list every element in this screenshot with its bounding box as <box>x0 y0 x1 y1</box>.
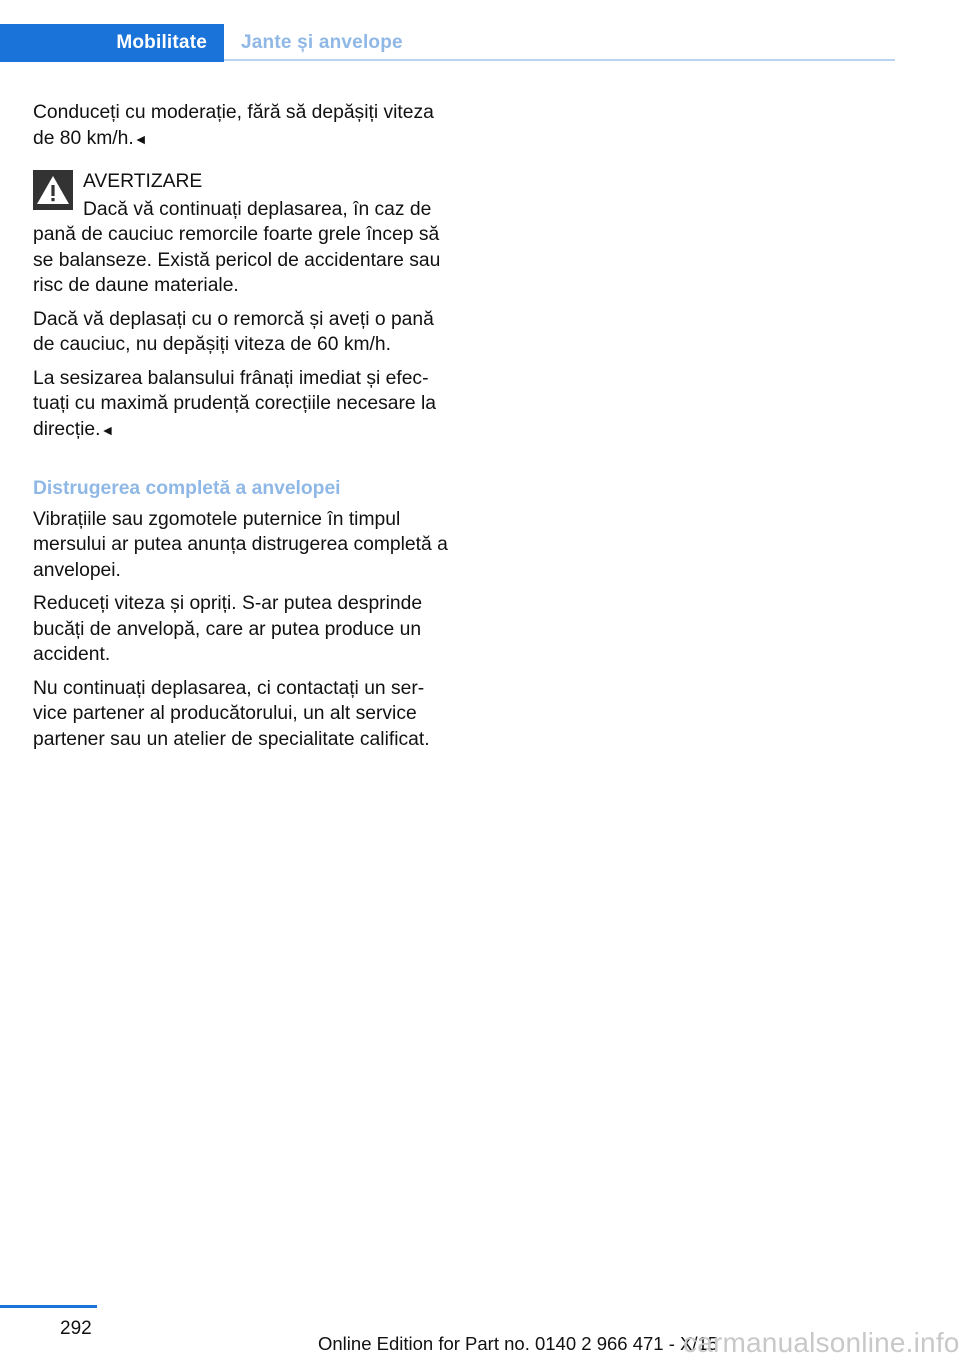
content-column <box>33 100 451 760</box>
section-paragraph: Reduceți viteza și opriți. S-ar putea desprinde bucăți de anvelopă, care ar putea produce un accident. <box>33 593 423 665</box>
end-mark: ◄ <box>133 130 148 147</box>
warning-triangle-icon <box>33 170 73 210</box>
warning-paragraph: Dacă vă deplasați cu o remorcă și aveți o pană de cauciuc, nu depășiți viteza de 60 km/h. <box>33 308 434 355</box>
intro-text: Conduceți cu moderație, fără să depășiți viteza de 80 km/h. <box>33 102 434 149</box>
intro-paragraph <box>33 100 451 152</box>
page-number: 292 <box>60 1318 92 1339</box>
section-paragraph: Vibrațiile sau zgomotele puternice în timpul mersului ar putea anunța distrugerea completă a anvelopei. <box>33 508 448 581</box>
page-header <box>0 24 895 62</box>
edition-line: Online Edition for Part no. 0140 2 966 471 - X/15 <box>318 1333 719 1354</box>
chapter-title: Jante și anvelope <box>241 32 403 53</box>
section-paragraph: Nu continuați deplasarea, ci contactați un service partener al producătorului, un alt service partener sau un atelier de specialitate calificat. <box>33 677 430 750</box>
header-rule <box>224 59 895 61</box>
section-heading: Distrugerea completă a anvelopei <box>33 478 341 499</box>
warning-block <box>33 169 451 443</box>
warning-paragraph <box>33 366 451 444</box>
warning-title: AVERTIZARE <box>83 171 203 192</box>
section-tab <box>0 24 224 62</box>
footer-rule <box>0 1305 97 1308</box>
end-mark: ◄ <box>100 421 115 438</box>
section-tab-label: Mobilitate <box>116 32 207 53</box>
watermark: carmanualsonline.info <box>683 1327 960 1358</box>
warning-paragraph: Dacă vă continuați deplasarea, în caz de pană de cauciuc remorcile foarte grele încep să se balanseze. Există pericol de accidentare sau risc de daune materiale. <box>33 198 441 296</box>
warning-text: La sesizarea balansului frânați imediat și efectuați cu maximă prudență corecțiile necesare la direcție. <box>33 367 436 440</box>
